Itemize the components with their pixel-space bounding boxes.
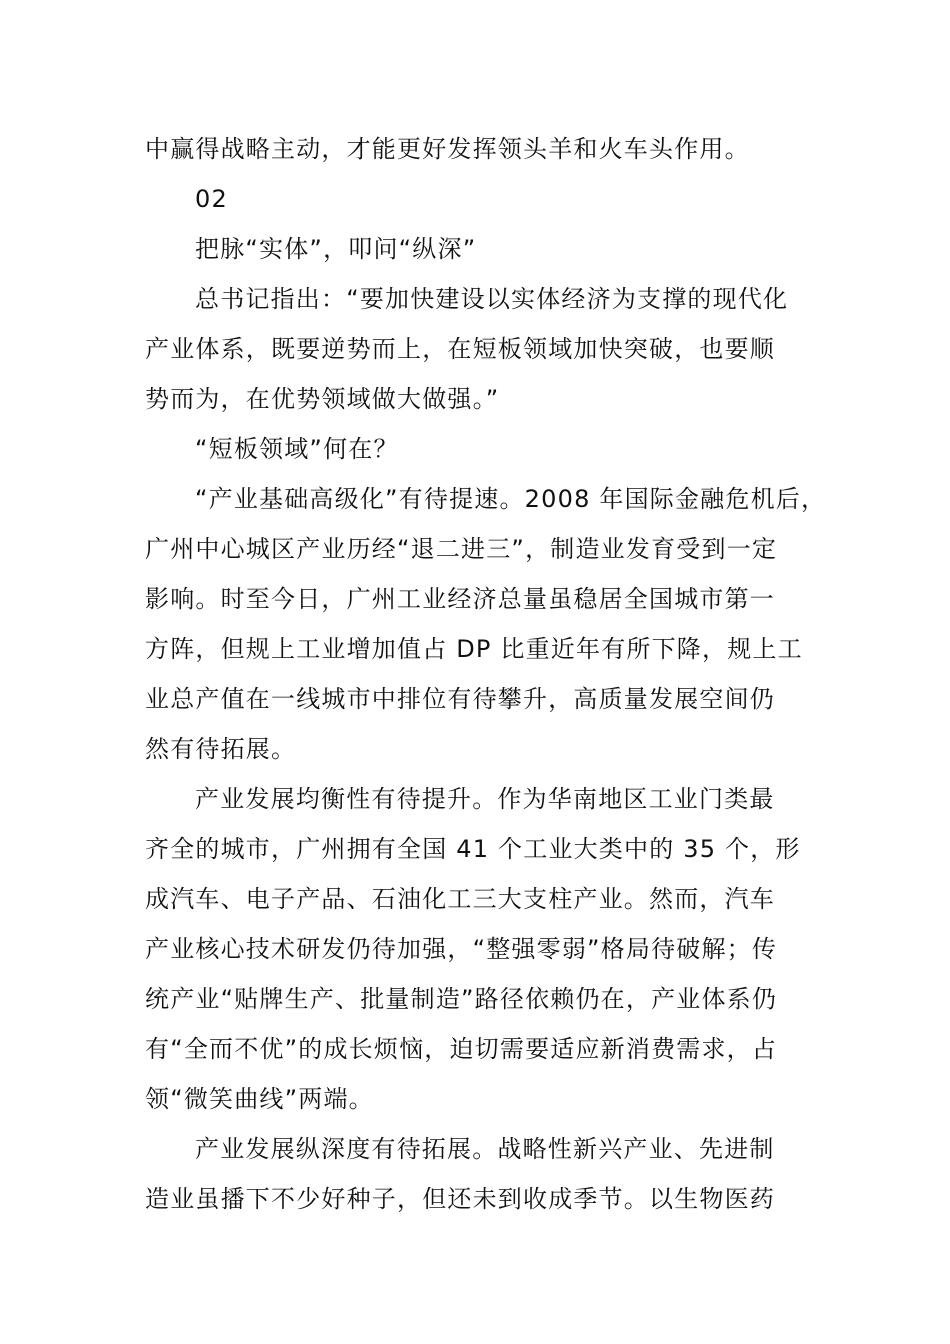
text-line: 造业虽播下不少好种子，但还未到收成季节。以生物医药 xyxy=(145,1185,775,1213)
text-line: 产业体系，既要逆势而上，在短板领域加快突破，也要顺 xyxy=(145,335,775,363)
text-line: 然有待拓展。 xyxy=(145,735,297,763)
text-line: 产业发展均衡性有待提升。作为华南地区工业门类最 xyxy=(195,785,775,813)
text-line: 产业发展纵深度有待拓展。战略性新兴产业、先进制 xyxy=(195,1135,775,1163)
text-line: 产业核心技术研发仍待加强，“整强零弱”格局待破解；传 xyxy=(145,935,778,963)
text-line: 广州中心城区产业历经“退二进三”，制造业发育受到一定 xyxy=(145,535,778,563)
text-line: 业总产值在一线城市中排位有待攀升，高质量发展空间仍 xyxy=(145,685,775,713)
text-line: 势而为，在优势领域做大做强。” xyxy=(145,385,500,413)
text-line: 领“微笑曲线”两端。 xyxy=(145,1085,374,1113)
text-line: 有“全而不优”的成长烦恼，迫切需要适应新消费需求，占 xyxy=(145,1035,778,1063)
text-line: 方阵，但规上工业增加值占 DP 比重近年有所下降，规上工 xyxy=(145,635,803,663)
text-line: 齐全的城市，广州拥有全国 41 个工业大类中的 35 个，形 xyxy=(145,835,801,863)
section-number: 02 xyxy=(195,185,228,213)
text-line: 总书记指出：“要加快建设以实体经济为支撑的现代化 xyxy=(195,285,789,313)
text-line: “短板领域”何在？ xyxy=(195,435,399,463)
text-line: 统产业“贴牌生产、批量制造”路径依赖仍在，产业体系仍 xyxy=(145,985,778,1013)
section-heading: 把脉“实体”，叩问“纵深” xyxy=(195,235,477,263)
text-line: 中赢得战略主动，才能更好发挥领头羊和火车头作用。 xyxy=(145,135,750,163)
body-text xyxy=(145,124,825,1224)
text-line: “产业基础高级化”有待提速。2008 年国际金融危机后， xyxy=(195,485,827,513)
text-line: 影响。时至今日，广州工业经济总量虽稳居全国城市第一 xyxy=(145,585,775,613)
text-line: 成汽车、电子产品、石油化工三大支柱产业。然而，汽车 xyxy=(145,885,775,913)
